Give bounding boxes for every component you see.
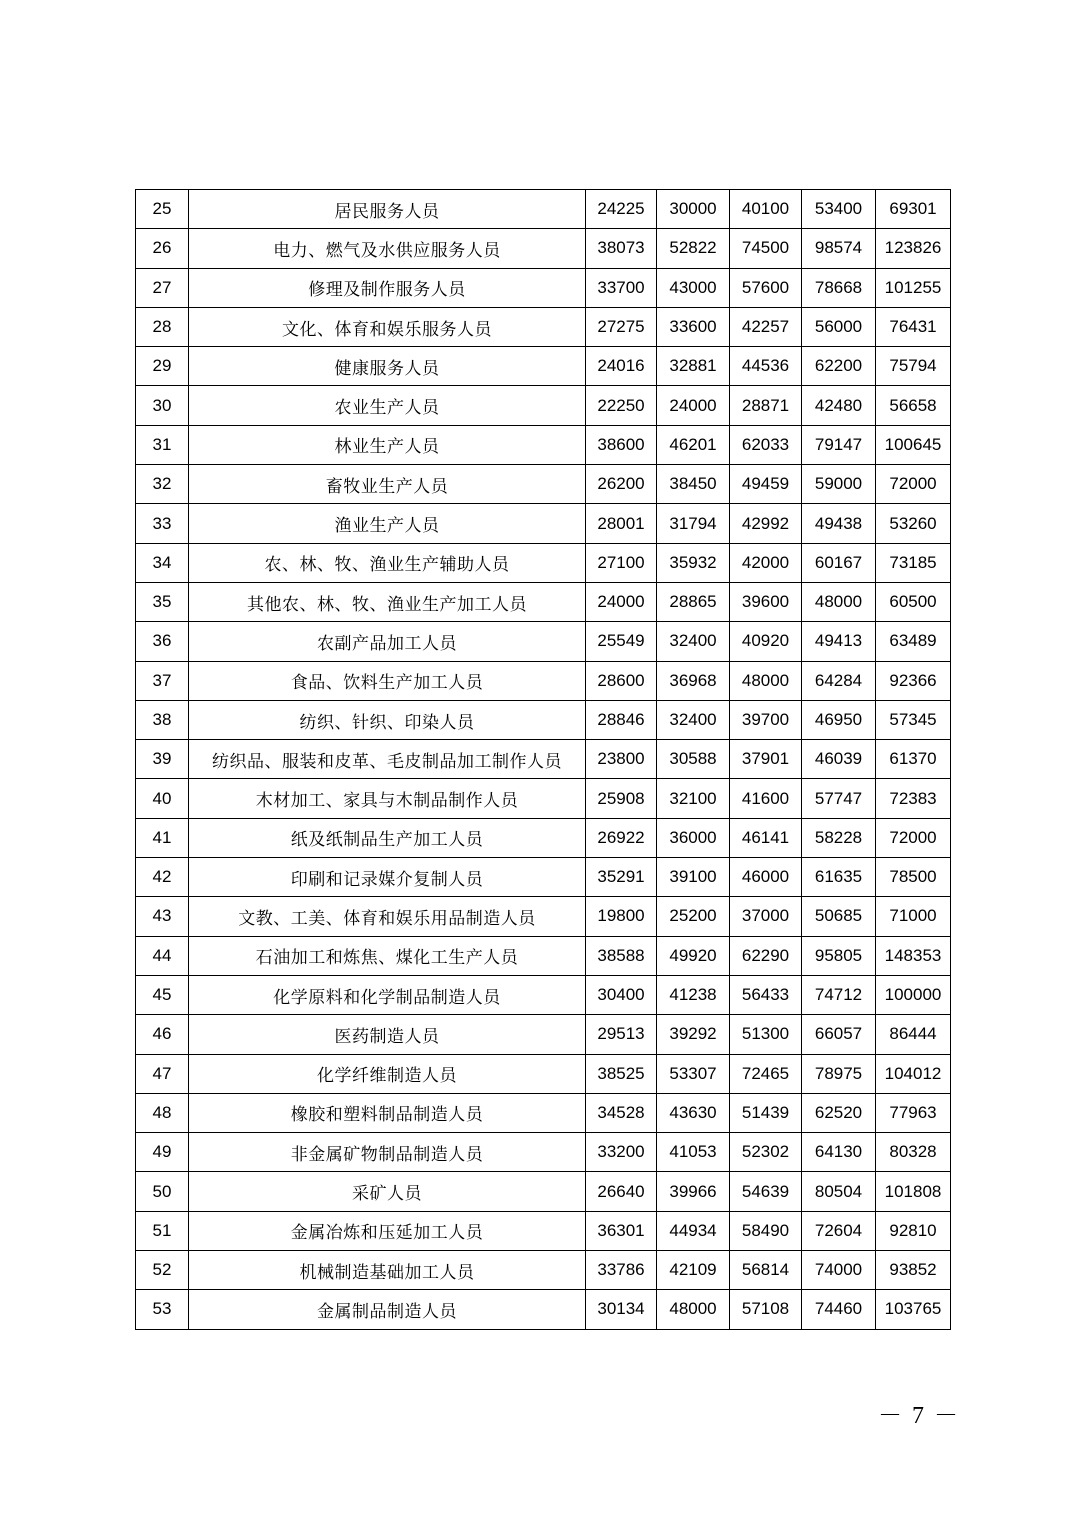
occupation-name-cell: 纺织、针织、印染人员: [189, 700, 586, 739]
table-row: [136, 1172, 951, 1211]
value-cell-5: 103765: [876, 1290, 951, 1329]
value-cell-3: 39600: [730, 582, 802, 621]
value-cell-5: 93852: [876, 1251, 951, 1290]
row-number-cell: 49: [136, 1133, 189, 1172]
value-cell-5: 101808: [876, 1172, 951, 1211]
value-cell-2: 43630: [657, 1093, 730, 1132]
value-cell-2: 39966: [657, 1172, 730, 1211]
occupation-name-cell: 木材加工、家具与木制品制作人员: [189, 779, 586, 818]
value-cell-2: 31794: [657, 504, 730, 543]
value-cell-5: 100000: [876, 975, 951, 1014]
value-cell-1: 36301: [586, 1211, 657, 1250]
value-cell-2: 52822: [657, 229, 730, 268]
value-cell-5: 123826: [876, 229, 951, 268]
occupation-name-cell: 纸及纸制品生产加工人员: [189, 818, 586, 857]
value-cell-4: 95805: [802, 936, 876, 975]
value-cell-1: 23800: [586, 740, 657, 779]
occupation-name-cell: 农副产品加工人员: [189, 622, 586, 661]
value-cell-3: 46000: [730, 858, 802, 897]
occupation-name-cell: 修理及制作服务人员: [189, 268, 586, 307]
value-cell-4: 60167: [802, 543, 876, 582]
value-cell-4: 64130: [802, 1133, 876, 1172]
row-number-cell: 38: [136, 700, 189, 739]
value-cell-1: 38600: [586, 425, 657, 464]
row-number-cell: 43: [136, 897, 189, 936]
value-cell-5: 92366: [876, 661, 951, 700]
value-cell-4: 46950: [802, 700, 876, 739]
value-cell-4: 74460: [802, 1290, 876, 1329]
row-number-cell: 42: [136, 858, 189, 897]
occupation-name-cell: 健康服务人员: [189, 347, 586, 386]
row-number-cell: 46: [136, 1015, 189, 1054]
value-cell-2: 32100: [657, 779, 730, 818]
value-cell-1: 26640: [586, 1172, 657, 1211]
value-cell-4: 74000: [802, 1251, 876, 1290]
value-cell-3: 28871: [730, 386, 802, 425]
value-cell-3: 40920: [730, 622, 802, 661]
row-number-cell: 26: [136, 229, 189, 268]
value-cell-2: 38450: [657, 465, 730, 504]
row-number-cell: 39: [136, 740, 189, 779]
table-row: [136, 858, 951, 897]
value-cell-4: 58228: [802, 818, 876, 857]
value-cell-2: 25200: [657, 897, 730, 936]
value-cell-3: 62290: [730, 936, 802, 975]
value-cell-2: 41053: [657, 1133, 730, 1172]
value-cell-5: 86444: [876, 1015, 951, 1054]
table-row: [136, 622, 951, 661]
row-number-cell: 41: [136, 818, 189, 857]
value-cell-1: 28600: [586, 661, 657, 700]
value-cell-4: 49413: [802, 622, 876, 661]
value-cell-1: 25549: [586, 622, 657, 661]
row-number-cell: 37: [136, 661, 189, 700]
row-number-cell: 45: [136, 975, 189, 1014]
value-cell-1: 33700: [586, 268, 657, 307]
value-cell-3: 74500: [730, 229, 802, 268]
value-cell-2: 43000: [657, 268, 730, 307]
occupation-name-cell: 文化、体育和娱乐服务人员: [189, 307, 586, 346]
row-number-cell: 52: [136, 1251, 189, 1290]
value-cell-4: 62520: [802, 1093, 876, 1132]
value-cell-3: 51300: [730, 1015, 802, 1054]
value-cell-2: 32400: [657, 622, 730, 661]
table-row: [136, 229, 951, 268]
value-cell-5: 101255: [876, 268, 951, 307]
table-row: [136, 268, 951, 307]
value-cell-2: 28865: [657, 582, 730, 621]
value-cell-4: 74712: [802, 975, 876, 1014]
occupation-name-cell: 畜牧业生产人员: [189, 465, 586, 504]
table-row: [136, 936, 951, 975]
value-cell-2: 24000: [657, 386, 730, 425]
row-number-cell: 27: [136, 268, 189, 307]
value-cell-1: 30134: [586, 1290, 657, 1329]
table-row: [136, 425, 951, 464]
value-cell-5: 148353: [876, 936, 951, 975]
value-cell-5: 73185: [876, 543, 951, 582]
value-cell-1: 33200: [586, 1133, 657, 1172]
value-cell-5: 78500: [876, 858, 951, 897]
table-row: [136, 661, 951, 700]
value-cell-5: 69301: [876, 190, 951, 229]
value-cell-4: 62200: [802, 347, 876, 386]
value-cell-3: 44536: [730, 347, 802, 386]
row-number-cell: 48: [136, 1093, 189, 1132]
value-cell-2: 30588: [657, 740, 730, 779]
table-row: [136, 465, 951, 504]
occupation-name-cell: 文教、工美、体育和娱乐用品制造人员: [189, 897, 586, 936]
value-cell-3: 49459: [730, 465, 802, 504]
page-number: － 7 －: [878, 1403, 960, 1429]
value-cell-1: 34528: [586, 1093, 657, 1132]
value-cell-3: 58490: [730, 1211, 802, 1250]
value-cell-5: 56658: [876, 386, 951, 425]
value-cell-2: 53307: [657, 1054, 730, 1093]
value-cell-1: 28001: [586, 504, 657, 543]
table-row: [136, 1015, 951, 1054]
row-number-cell: 34: [136, 543, 189, 582]
row-number-cell: 33: [136, 504, 189, 543]
value-cell-4: 49438: [802, 504, 876, 543]
value-cell-2: 36968: [657, 661, 730, 700]
value-cell-2: 35932: [657, 543, 730, 582]
occupation-name-cell: 居民服务人员: [189, 190, 586, 229]
value-cell-5: 72000: [876, 465, 951, 504]
value-cell-4: 98574: [802, 229, 876, 268]
value-cell-4: 59000: [802, 465, 876, 504]
value-cell-3: 40100: [730, 190, 802, 229]
occupation-name-cell: 采矿人员: [189, 1172, 586, 1211]
row-number-cell: 35: [136, 582, 189, 621]
row-number-cell: 40: [136, 779, 189, 818]
value-cell-4: 80504: [802, 1172, 876, 1211]
row-number-cell: 29: [136, 347, 189, 386]
value-cell-5: 71000: [876, 897, 951, 936]
occupation-name-cell: 农业生产人员: [189, 386, 586, 425]
value-cell-4: 57747: [802, 779, 876, 818]
value-cell-5: 80328: [876, 1133, 951, 1172]
occupation-name-cell: 食品、饮料生产加工人员: [189, 661, 586, 700]
row-number-cell: 30: [136, 386, 189, 425]
value-cell-1: 24225: [586, 190, 657, 229]
value-cell-2: 39292: [657, 1015, 730, 1054]
value-cell-2: 32881: [657, 347, 730, 386]
value-cell-1: 38588: [586, 936, 657, 975]
value-cell-3: 52302: [730, 1133, 802, 1172]
occupation-name-cell: 金属制品制造人员: [189, 1290, 586, 1329]
value-cell-3: 51439: [730, 1093, 802, 1132]
value-cell-4: 61635: [802, 858, 876, 897]
value-cell-2: 30000: [657, 190, 730, 229]
value-cell-5: 104012: [876, 1054, 951, 1093]
value-cell-3: 46141: [730, 818, 802, 857]
value-cell-2: 46201: [657, 425, 730, 464]
value-cell-3: 54639: [730, 1172, 802, 1211]
value-cell-4: 42480: [802, 386, 876, 425]
value-cell-4: 78975: [802, 1054, 876, 1093]
table-row: [136, 1211, 951, 1250]
value-cell-2: 32400: [657, 700, 730, 739]
value-cell-3: 56433: [730, 975, 802, 1014]
value-cell-4: 72604: [802, 1211, 876, 1250]
value-cell-5: 53260: [876, 504, 951, 543]
table-row: [136, 1093, 951, 1132]
value-cell-1: 26200: [586, 465, 657, 504]
row-number-cell: 36: [136, 622, 189, 661]
row-number-cell: 50: [136, 1172, 189, 1211]
value-cell-3: 57600: [730, 268, 802, 307]
wage-table: [135, 189, 951, 1330]
value-cell-1: 28846: [586, 700, 657, 739]
occupation-name-cell: 印刷和记录媒介复制人员: [189, 858, 586, 897]
value-cell-2: 49920: [657, 936, 730, 975]
value-cell-1: 33786: [586, 1251, 657, 1290]
value-cell-5: 77963: [876, 1093, 951, 1132]
table-row: [136, 1251, 951, 1290]
value-cell-5: 72383: [876, 779, 951, 818]
value-cell-5: 76431: [876, 307, 951, 346]
value-cell-5: 57345: [876, 700, 951, 739]
table-row: [136, 740, 951, 779]
occupation-name-cell: 橡胶和塑料制品制造人员: [189, 1093, 586, 1132]
occupation-name-cell: 医药制造人员: [189, 1015, 586, 1054]
row-number-cell: 32: [136, 465, 189, 504]
occupation-name-cell: 非金属矿物制品制造人员: [189, 1133, 586, 1172]
value-cell-5: 61370: [876, 740, 951, 779]
row-number-cell: 44: [136, 936, 189, 975]
value-cell-1: 35291: [586, 858, 657, 897]
value-cell-5: 92810: [876, 1211, 951, 1250]
value-cell-3: 41600: [730, 779, 802, 818]
value-cell-3: 39700: [730, 700, 802, 739]
value-cell-4: 66057: [802, 1015, 876, 1054]
occupation-name-cell: 林业生产人员: [189, 425, 586, 464]
value-cell-5: 72000: [876, 818, 951, 857]
occupation-name-cell: 渔业生产人员: [189, 504, 586, 543]
value-cell-3: 57108: [730, 1290, 802, 1329]
table-row: [136, 1133, 951, 1172]
table-row: [136, 347, 951, 386]
table-row: [136, 700, 951, 739]
value-cell-3: 56814: [730, 1251, 802, 1290]
value-cell-1: 24016: [586, 347, 657, 386]
table-row: [136, 504, 951, 543]
occupation-name-cell: 石油加工和炼焦、煤化工生产人员: [189, 936, 586, 975]
value-cell-2: 44934: [657, 1211, 730, 1250]
occupation-name-cell: 机械制造基础加工人员: [189, 1251, 586, 1290]
value-cell-4: 79147: [802, 425, 876, 464]
table-row: [136, 1290, 951, 1329]
value-cell-1: 22250: [586, 386, 657, 425]
occupation-name-cell: 纺织品、服装和皮革、毛皮制品加工制作人员: [189, 740, 586, 779]
value-cell-4: 48000: [802, 582, 876, 621]
row-number-cell: 47: [136, 1054, 189, 1093]
value-cell-3: 37901: [730, 740, 802, 779]
table-row: [136, 975, 951, 1014]
row-number-cell: 53: [136, 1290, 189, 1329]
value-cell-5: 75794: [876, 347, 951, 386]
value-cell-4: 50685: [802, 897, 876, 936]
value-cell-1: 38525: [586, 1054, 657, 1093]
occupation-name-cell: 金属冶炼和压延加工人员: [189, 1211, 586, 1250]
value-cell-3: 72465: [730, 1054, 802, 1093]
table-row: [136, 897, 951, 936]
value-cell-2: 41238: [657, 975, 730, 1014]
value-cell-4: 64284: [802, 661, 876, 700]
value-cell-1: 29513: [586, 1015, 657, 1054]
occupation-name-cell: 农、林、牧、渔业生产辅助人员: [189, 543, 586, 582]
value-cell-4: 53400: [802, 190, 876, 229]
value-cell-3: 37000: [730, 897, 802, 936]
table-row: [136, 582, 951, 621]
value-cell-5: 63489: [876, 622, 951, 661]
row-number-cell: 51: [136, 1211, 189, 1250]
row-number-cell: 31: [136, 425, 189, 464]
value-cell-2: 48000: [657, 1290, 730, 1329]
row-number-cell: 28: [136, 307, 189, 346]
value-cell-1: 19800: [586, 897, 657, 936]
occupation-name-cell: 化学纤维制造人员: [189, 1054, 586, 1093]
occupation-name-cell: 化学原料和化学制品制造人员: [189, 975, 586, 1014]
table-row: [136, 386, 951, 425]
value-cell-1: 38073: [586, 229, 657, 268]
value-cell-2: 33600: [657, 307, 730, 346]
table-row: [136, 779, 951, 818]
table-row: [136, 818, 951, 857]
value-cell-3: 42000: [730, 543, 802, 582]
table-row: [136, 190, 951, 229]
table-body: [136, 190, 951, 1330]
value-cell-4: 46039: [802, 740, 876, 779]
value-cell-1: 25908: [586, 779, 657, 818]
value-cell-3: 48000: [730, 661, 802, 700]
value-cell-1: 27100: [586, 543, 657, 582]
occupation-name-cell: 电力、燃气及水供应服务人员: [189, 229, 586, 268]
table-row: [136, 307, 951, 346]
value-cell-5: 60500: [876, 582, 951, 621]
value-cell-4: 56000: [802, 307, 876, 346]
row-number-cell: 25: [136, 190, 189, 229]
table-row: [136, 1054, 951, 1093]
value-cell-3: 42257: [730, 307, 802, 346]
value-cell-2: 36000: [657, 818, 730, 857]
value-cell-4: 78668: [802, 268, 876, 307]
value-cell-3: 62033: [730, 425, 802, 464]
value-cell-1: 27275: [586, 307, 657, 346]
value-cell-2: 39100: [657, 858, 730, 897]
value-cell-1: 30400: [586, 975, 657, 1014]
value-cell-1: 24000: [586, 582, 657, 621]
value-cell-1: 26922: [586, 818, 657, 857]
value-cell-2: 42109: [657, 1251, 730, 1290]
occupation-name-cell: 其他农、林、牧、渔业生产加工人员: [189, 582, 586, 621]
value-cell-5: 100645: [876, 425, 951, 464]
table-row: [136, 543, 951, 582]
value-cell-3: 42992: [730, 504, 802, 543]
